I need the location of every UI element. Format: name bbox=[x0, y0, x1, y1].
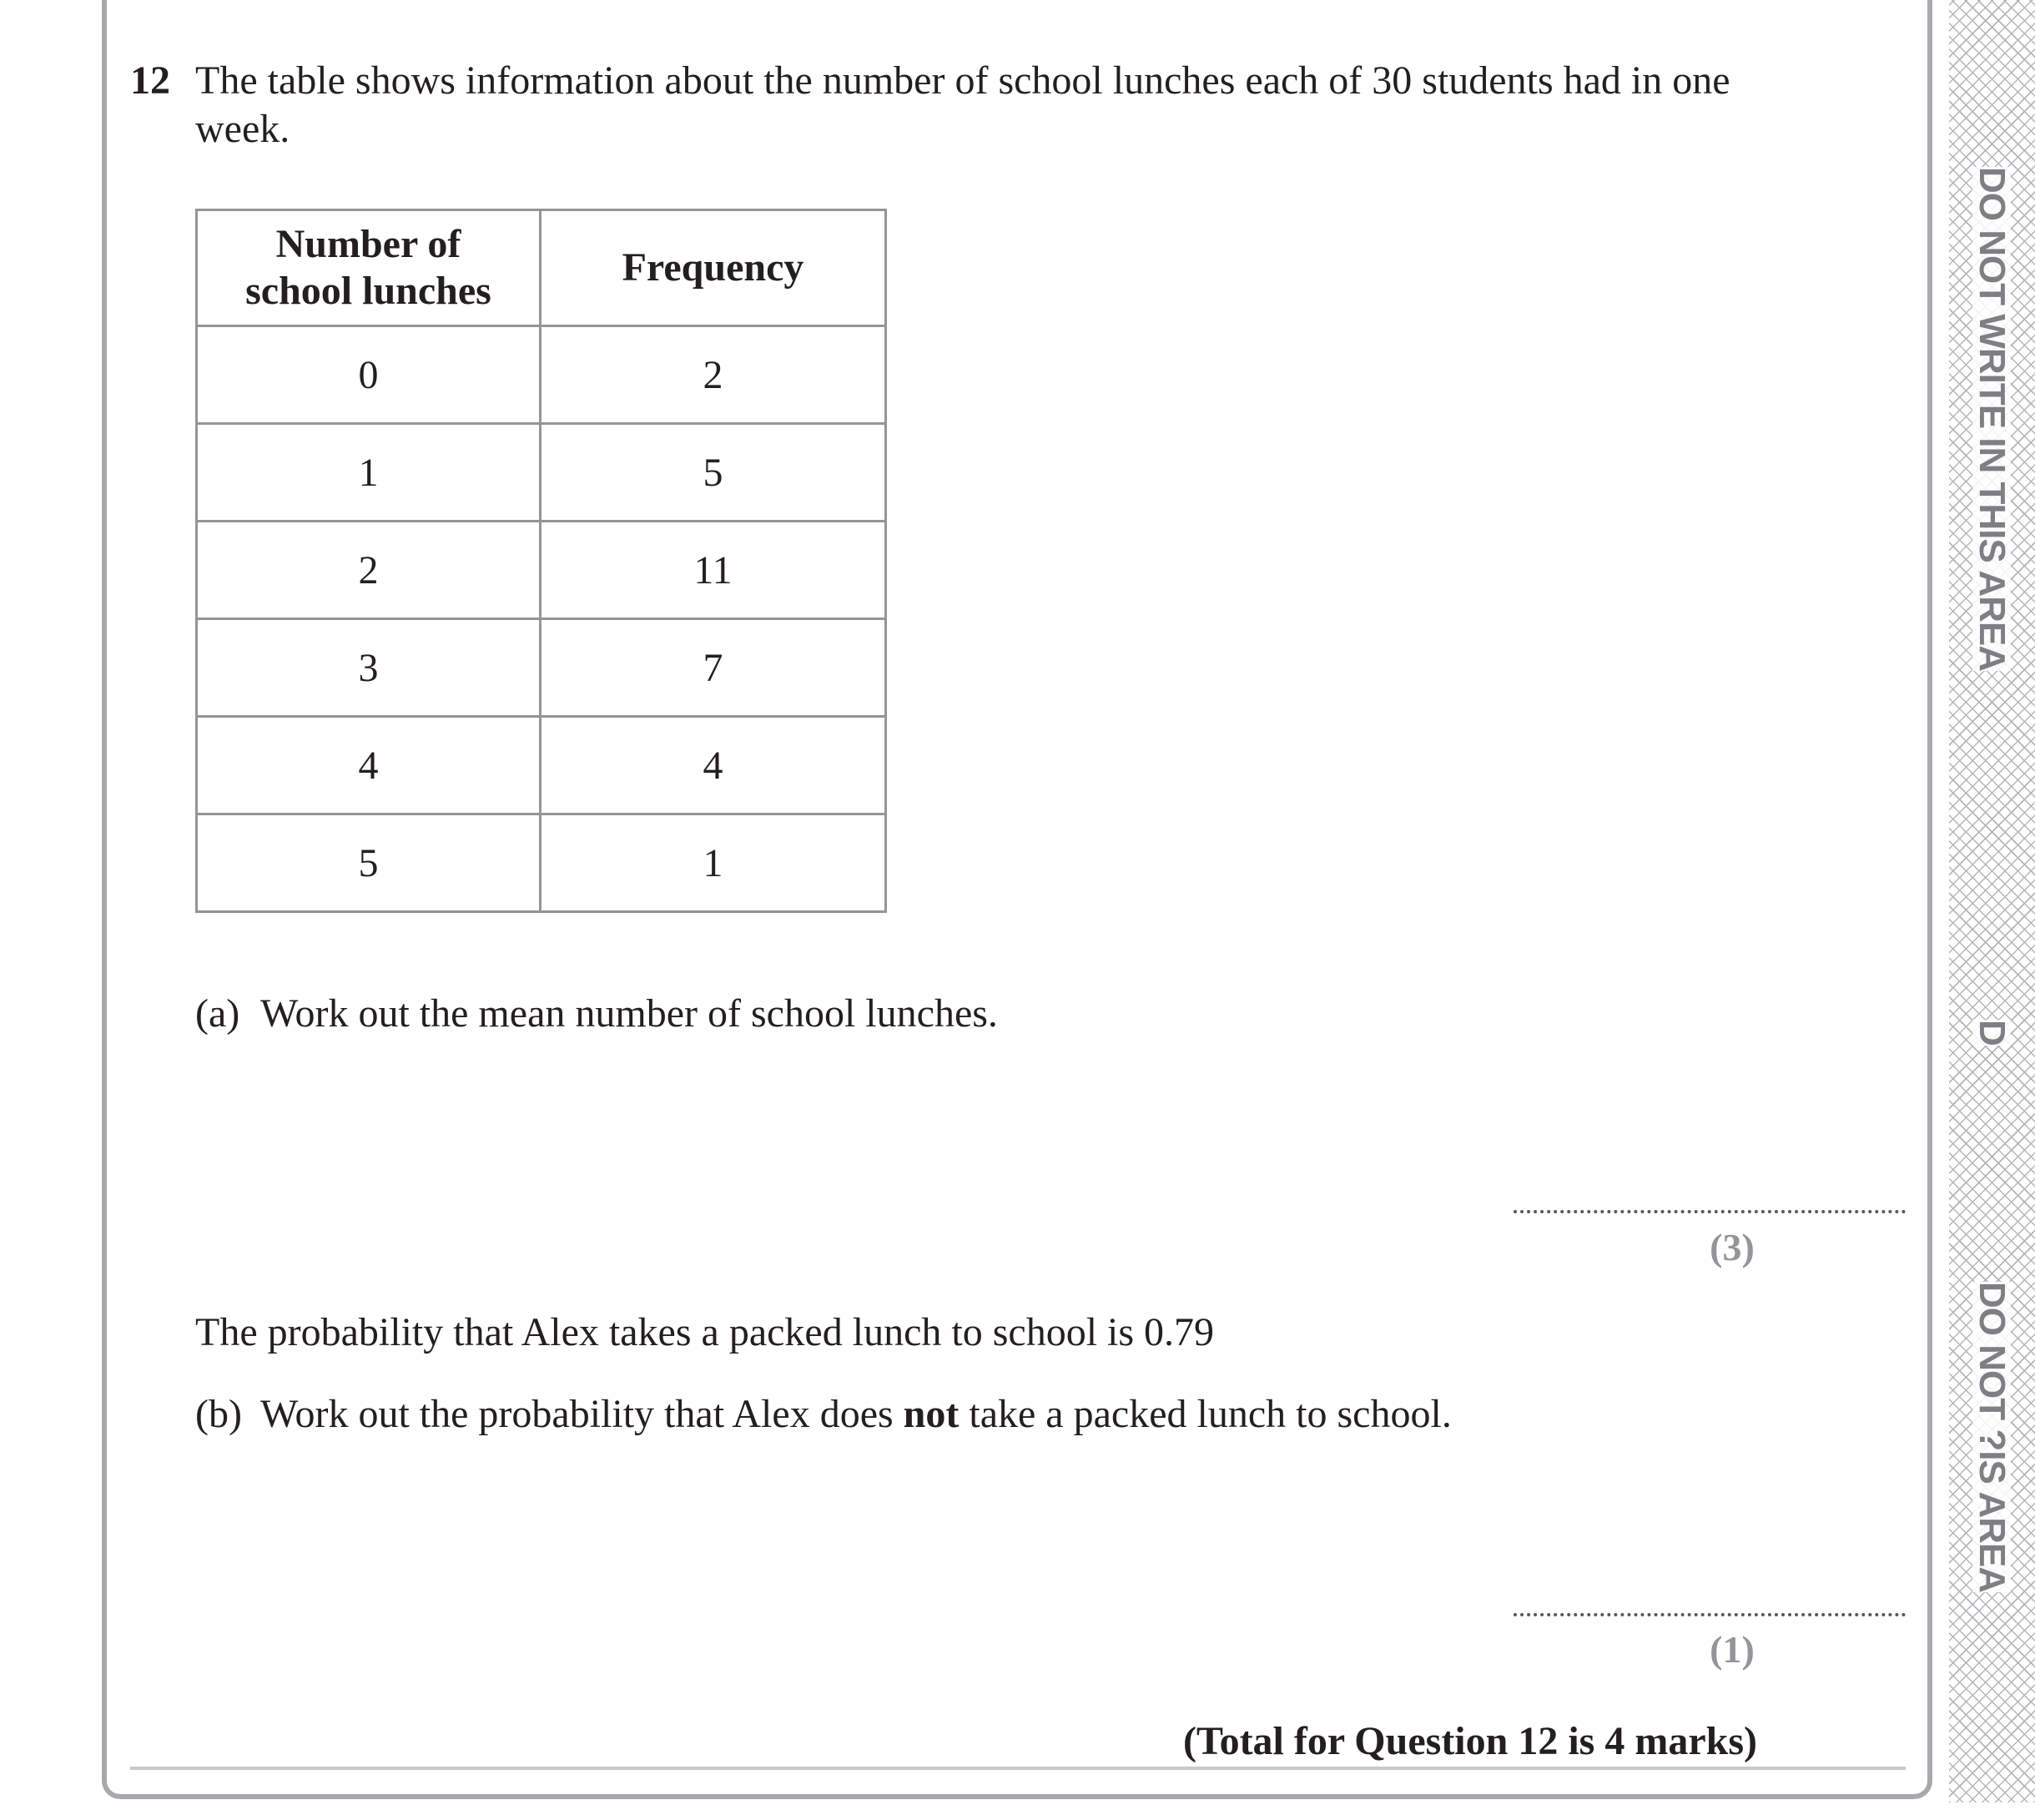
part-b-stem: The probability that Alex takes a packed lunch to school is 0.79 bbox=[195, 1310, 1215, 1354]
table-row bbox=[197, 814, 886, 912]
margin-warning-mid: D bbox=[1972, 1020, 2012, 1046]
bottom-rule bbox=[130, 1767, 1906, 1770]
cell-frequency: 2 bbox=[541, 326, 886, 424]
part-a-answer-line[interactable] bbox=[1514, 1210, 1906, 1213]
cell-lunches: 2 bbox=[197, 522, 541, 619]
part-a-text: Work out the mean number of school lunches. bbox=[260, 991, 998, 1036]
margin-warning-bottom: DO NOT ?IS AREA bbox=[1972, 1282, 2012, 1593]
table-row bbox=[197, 619, 886, 717]
cell-lunches: 5 bbox=[197, 814, 541, 912]
header-frequency: Frequency bbox=[541, 210, 886, 326]
part-b-text-after: take a packed lunch to school. bbox=[959, 1392, 1452, 1436]
frequency-table bbox=[195, 209, 887, 913]
cell-frequency: 11 bbox=[541, 522, 886, 619]
part-a-marks: (3) bbox=[1710, 1226, 1755, 1268]
table-row bbox=[197, 326, 886, 424]
table-header-row bbox=[197, 210, 886, 326]
part-b-answer-line[interactable] bbox=[1514, 1613, 1906, 1616]
cell-lunches: 3 bbox=[197, 619, 541, 717]
cell-lunches: 4 bbox=[197, 717, 541, 814]
part-a-label: (a) bbox=[195, 991, 240, 1036]
header-col1-line1: Number of bbox=[275, 222, 461, 266]
cell-frequency: 7 bbox=[541, 619, 886, 717]
table-row bbox=[197, 717, 886, 814]
part-b-text-before: Work out the probability that Alex does bbox=[260, 1392, 904, 1436]
cell-frequency: 5 bbox=[541, 424, 886, 522]
table-row bbox=[197, 522, 886, 619]
part-a-question bbox=[195, 990, 998, 1038]
margin-warning-top: DO NOT WRITE IN THIS AREA bbox=[1972, 167, 2012, 672]
header-number-of-school-lunches bbox=[197, 210, 541, 326]
cell-lunches: 0 bbox=[197, 326, 541, 424]
cell-frequency: 1 bbox=[541, 814, 886, 912]
question-intro: The table shows information about the number of school lunches each of 30 students had in one week. bbox=[195, 58, 1730, 151]
question-total-marks: (Total for Question 12 is 4 marks) bbox=[1182, 1719, 1757, 1763]
part-b-question bbox=[195, 1390, 1452, 1439]
question-number: 12 bbox=[130, 58, 170, 103]
cell-lunches: 1 bbox=[197, 424, 541, 522]
table-row bbox=[197, 424, 886, 522]
cell-frequency: 4 bbox=[541, 717, 886, 814]
part-b-text-bold: not bbox=[903, 1392, 960, 1436]
part-b-marks: (1) bbox=[1710, 1628, 1755, 1671]
part-b-label: (b) bbox=[195, 1392, 242, 1436]
header-col1-line2: school lunches bbox=[245, 269, 491, 313]
